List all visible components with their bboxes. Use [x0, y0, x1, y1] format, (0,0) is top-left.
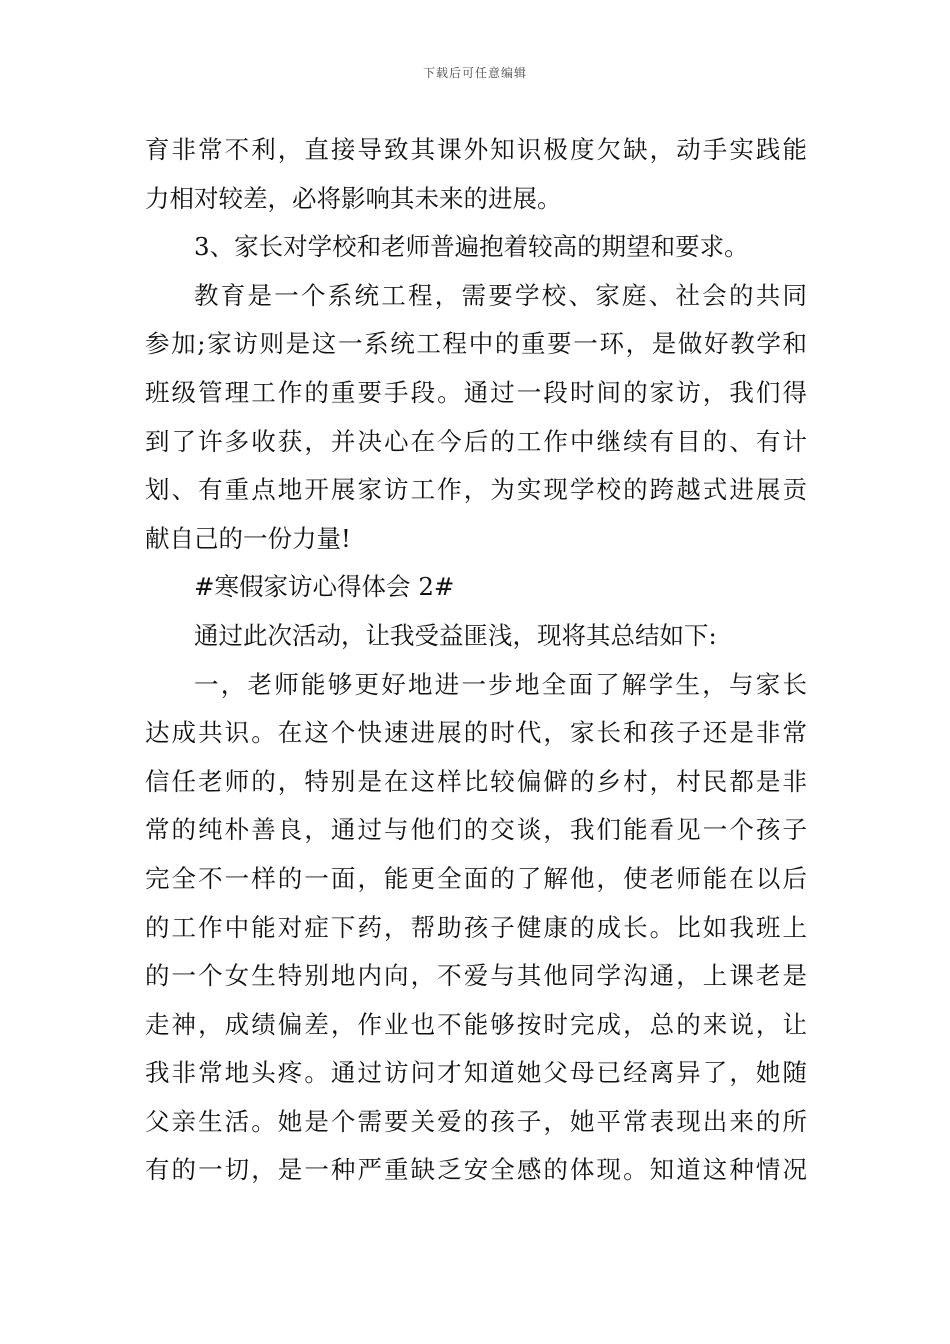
text-line: 完全不一样的一面，能更全面的了解他，使老师能在以后: [145, 863, 807, 893]
text-line: 达成共识。在这个快速进展的时代，家长和孩子还是非常: [145, 718, 807, 748]
text-line: 一，老师能够更好地进一步地全面了解学生，与家长: [194, 669, 807, 699]
text-line: 教育是一个系统工程，需要学校、家庭、社会的共同: [194, 280, 807, 310]
text-line: 3、家长对学校和老师普遍抱着较高的期望和要求。: [194, 232, 749, 262]
body-text: [145, 126, 807, 1195]
text-line: 育非常不利，直接导致其课外知识极度欠缺，动手实践能: [145, 135, 807, 164]
text-line: 划、有重点地开展家访工作，为实现学校的跨越式进展贡: [145, 475, 807, 505]
text-line: 的工作中能对症下药，帮助孩子健康的成长。比如我班上: [145, 912, 807, 942]
text-line: 献自己的一份力量!: [145, 523, 351, 553]
text-line: #寒假家访心得体会 2#: [194, 572, 455, 602]
page-header: 下载后可任意编辑: [422, 66, 527, 80]
text-line: 信任老师的，特别是在这样比较偏僻的乡村，村民都是非: [145, 766, 807, 796]
text-line: 通过此次活动，让我受益匪浅，现将其总结如下:: [194, 620, 717, 650]
text-line: 常的纯朴善良，通过与他们的交谈，我们能看见一个孩子: [145, 815, 807, 845]
text-line: 我非常地头疼。通过访问才知道她父母已经离异了，她随: [145, 1058, 807, 1088]
text-line: 走神，成绩偏差，作业也不能够按时完成，总的来说，让: [145, 1009, 807, 1039]
text-line: 力相对较差，必将影响其未来的进展。: [145, 183, 562, 213]
text-line: 的一个女生特别地内向，不爱与其他同学沟通，上课老是: [145, 961, 807, 991]
text-line: 班级管理工作的重要手段。通过一段时间的家访，我们得: [145, 377, 807, 407]
text-line: 父亲生活。她是个需要关爱的孩子，她平常表现出来的所: [145, 1106, 807, 1136]
text-line: 有的一切，是一种严重缺乏安全感的体现。知道这种情况: [145, 1155, 807, 1185]
text-line: 参加;家访则是这一系统工程中的重要一环，是做好教学和: [145, 329, 807, 359]
text-line: 到了许多收获，并决心在今后的工作中继续有目的、有计: [145, 426, 807, 456]
